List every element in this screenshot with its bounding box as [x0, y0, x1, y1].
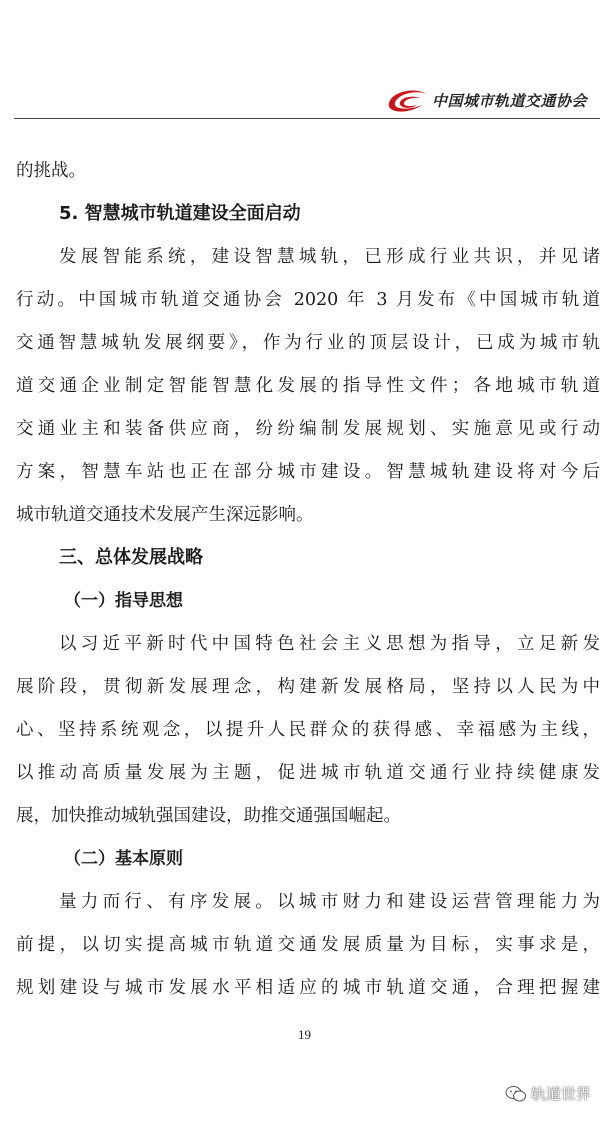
header-divider: [14, 118, 600, 119]
body-line: 交通智慧城轨发展纲要》，作为行业的顶层设计，已成为城市轨: [16, 333, 600, 353]
body-line: 的挑战。: [16, 161, 86, 181]
body-line: 展阶段，贯彻新发展理念，构建新发展格局，坚持以人民为中: [16, 677, 600, 697]
body-line: 前提，以切实提高城市轨道交通发展质量为目标，实事求是，: [16, 935, 600, 955]
body-line: 行动。中国城市轨道交通协会 2020 年 3 月发布《中国城市轨道: [16, 290, 600, 310]
header-logo: [386, 84, 598, 116]
body-line: 发展智能系统，建设智慧城轨，已形成行业共识，并见诸: [59, 247, 600, 267]
metro-association-logo-icon: [386, 85, 428, 115]
body-line: 量力而行、有序发展。以城市财力和建设运营管理能力为: [59, 892, 600, 912]
body-line: 规划建设与城市发展水平相适应的城市轨道交通，合理把握建: [16, 978, 600, 998]
org-name: 中国城市轨道交通协会: [432, 91, 588, 110]
watermark-label: 轨道世界: [531, 1085, 592, 1103]
body-line: 以习近平新时代中国特色社会主义思想为指导，立足新发: [59, 634, 600, 654]
body-line: 心、坚持系统观念，以提升人民群众的获得感、幸福感为主线，: [16, 720, 600, 740]
subsection-heading: （一）指导思想: [64, 591, 183, 611]
page-number: 19: [298, 1027, 311, 1042]
body-line: 城市轨道交通技术发展产生深远影响。: [16, 505, 314, 525]
watermark: [505, 1083, 591, 1104]
body-line: 方案，智慧车站也正在部分城市建设。智慧城轨建设将对今后: [16, 462, 600, 482]
body-line: 以推动高质量发展为主题，促进城市轨道交通行业持续健康发: [16, 763, 600, 783]
wechat-icon: [505, 1085, 527, 1103]
body-line: 交通业主和装备供应商，纷纷编制发展规划、实施意见或行动: [16, 419, 600, 439]
subsection-heading: （二）基本原则: [64, 849, 183, 869]
chapter-heading: 三、总体发展战略: [59, 547, 203, 568]
body-line: 道交通企业制定智能智慧化发展的指导性文件；各地城市轨道: [16, 376, 600, 396]
body-line: 展，加快推动城轨强国建设，助推交通强国崛起。: [16, 806, 401, 826]
section-heading: 5. 智慧城市轨道建设全面启动: [59, 203, 301, 224]
